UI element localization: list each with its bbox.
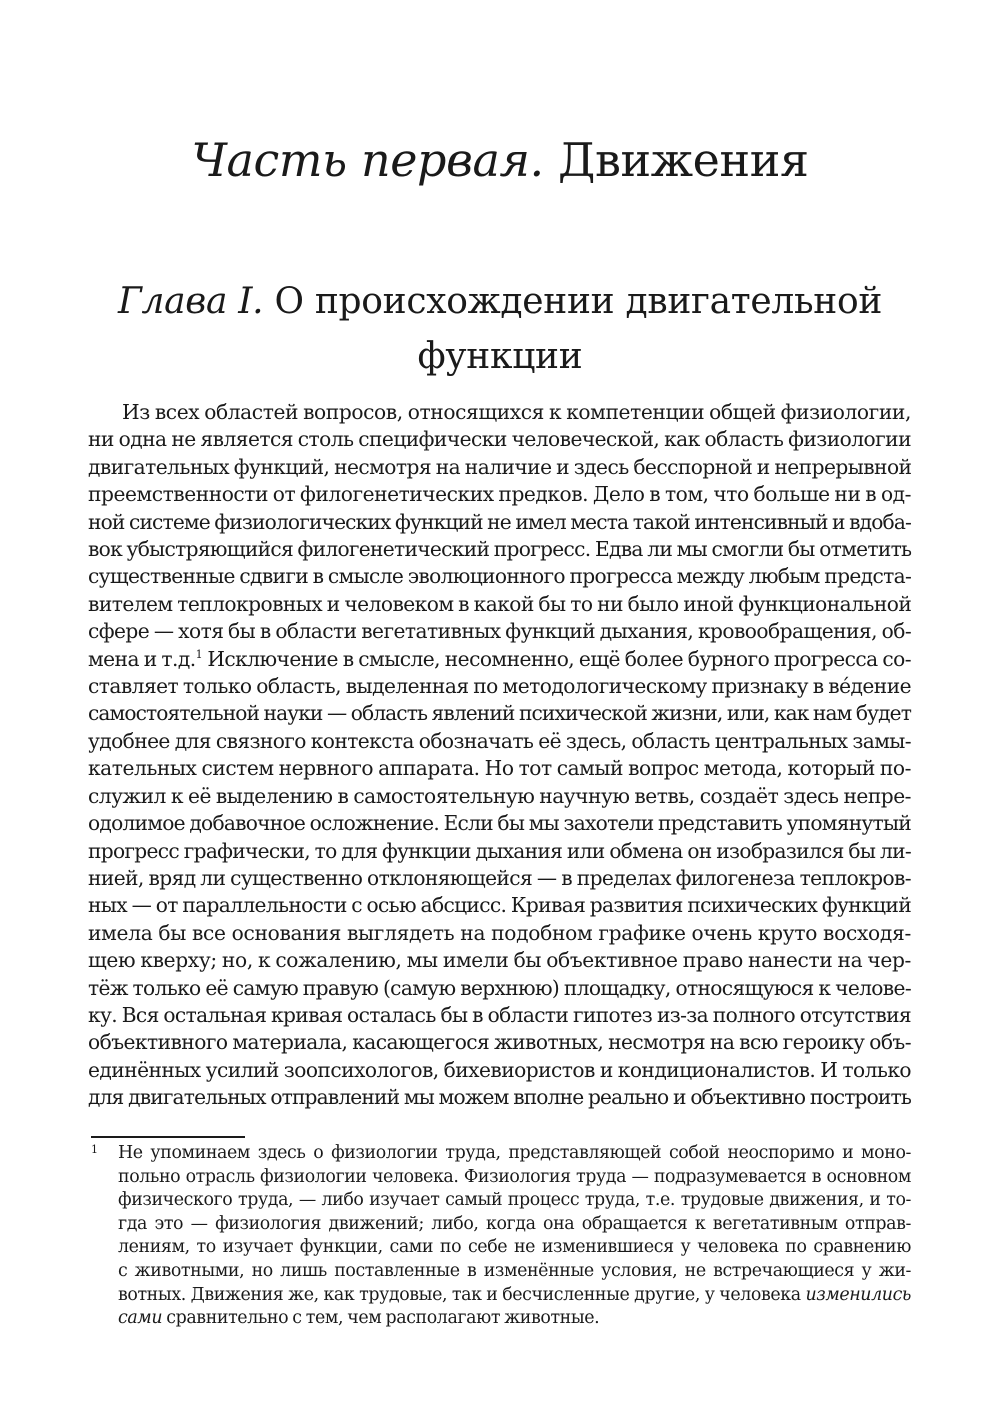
footnote-emphasis: сами	[118, 1308, 163, 1329]
text-line: сфере — хотя бы в области вегетативных функций дыхания, кровообращения, об-	[88, 619, 912, 644]
text-line: ни одна не является столь специфически человеческой, как область физиологии	[88, 427, 911, 452]
text-line: служил к её выделению в самостоятельную научную ветвь, создаёт здесь непре-	[88, 783, 911, 808]
text-line: ных — от параллельности с осью абсцисс. Кривая развития психических функций	[88, 893, 911, 918]
text-line: нией, вряд ли существенно отклоняющейся — в пределах филогенеза теплокров-	[88, 865, 911, 890]
chapter-title-line-2: функции	[417, 336, 583, 377]
text-line: преемственности от филогенетических предков. Дело в том, что больше ни в од-	[88, 482, 911, 507]
chapter-title-line-1	[110, 274, 890, 329]
footnote-line	[118, 1307, 911, 1331]
chapter-title-text: О происхождении двигательной	[263, 281, 883, 322]
chapter-number: Глава I.	[117, 281, 264, 322]
footnote-line: Не упоминаем здесь о физиологии труда, представляющей собой неоспоримо и моно-	[118, 1143, 911, 1163]
footnote	[118, 1142, 911, 1331]
text-segment: Исключение в смысле, несомненно, ещё более бурного прогресса со-	[202, 646, 911, 671]
footnote-line: польно отрасль физиологии человека. Физиология труда — подразумевается в основном	[118, 1166, 911, 1187]
text-line: самостоятельной науки — область явлений психической жизни, или, как нам будет	[88, 701, 911, 726]
chapter-title	[110, 274, 890, 384]
part-title	[90, 128, 910, 192]
text-line: единённых усилий зоопсихологов, бихевиористов и кондиционалистов. И только	[88, 1057, 911, 1082]
text-line: объективного материала, касающегося животных, несмотря на всю героику объ-	[88, 1030, 911, 1055]
text-line-with-footnote	[88, 646, 911, 673]
footnote-line: гда это — физиология движений; либо, когда она обращается к вегетативным отправ-	[118, 1213, 911, 1234]
text-line: вок убыстряющийся филогенетический прогресс. Едва ли мы смогли бы отметить	[88, 537, 912, 562]
text-line: прогресс графически, то для функции дыхания или обмена он изобразился бы ли-	[88, 838, 911, 863]
text-line: двигательных функций, несмотря на наличие и здесь бесспорной и непрерывной	[88, 454, 912, 479]
text-segment: мена и т.д.	[88, 646, 196, 671]
part-title-label: Часть первая.	[191, 133, 544, 187]
footnote-number: 1	[91, 1143, 98, 1156]
footnote-divider	[91, 1136, 245, 1138]
text-line: ку. Вся остальная кривая осталась бы в области гипотез из-за полного отсутствия	[88, 1002, 911, 1027]
text-line: ставляет только область, выделенная по методологическому признаку в ве́дение	[88, 674, 911, 699]
text-line: для двигательных отправлений мы можем вполне реально и объективно построить	[88, 1085, 911, 1110]
text-line: имела бы все основания выглядеть на подобном графике очень круто восходя-	[88, 920, 911, 945]
text-line: ной системе физиологических функций не имел места такой интенсивный и вдоба-	[88, 509, 911, 534]
text-line: щею кверху; но, к сожалению, мы имели бы объективное право нанести на чер-	[88, 948, 911, 973]
text-line: одолимое добавочное осложнение. Если бы мы захотели представить упомянутый	[88, 811, 911, 836]
text-line: Из всех областей вопросов, относящихся к компетенции общей физиологии,	[122, 400, 911, 424]
text-line: существенные сдвиги в смысле эволюционного прогресса между любым предста-	[88, 564, 912, 589]
footnote-line: лениям, то изучает функции, сами по себе не изменившиеся у человека по сравнению	[118, 1237, 911, 1258]
footnote-reference[interactable]: 1	[195, 647, 203, 661]
footnote-line	[118, 1284, 911, 1308]
footnote-segment: сравнительно с тем, чем располагают животные.	[162, 1308, 600, 1329]
text-line: вителем теплокровных и человеком в какой бы то ни было иной функциональной	[88, 591, 912, 616]
footnote-emphasis: изменились	[805, 1284, 911, 1305]
text-line: тёж только её самую правую (самую верхнюю) площадку, относящуюся к челове-	[88, 975, 911, 1000]
footnote-segment: вотных. Движения же, как трудовые, так и бесчисленные другие, у человека	[118, 1284, 806, 1305]
footnote-line: с животными, но лишь поставленные в изменённые условия, не встречающиеся у жи-	[118, 1260, 911, 1281]
footnote-line: физического труда, — либо изучает самый процесс труда, т.е. трудовые движения, и то-	[118, 1190, 911, 1211]
text-line: удобнее для связного контекста обозначать её здесь, область центральных замы-	[88, 728, 911, 753]
part-title-name: Движения	[543, 133, 809, 187]
text-line: кательных систем нервного аппарата. Но тот самый вопрос метода, который по-	[88, 756, 911, 781]
body-paragraph	[88, 399, 911, 1112]
